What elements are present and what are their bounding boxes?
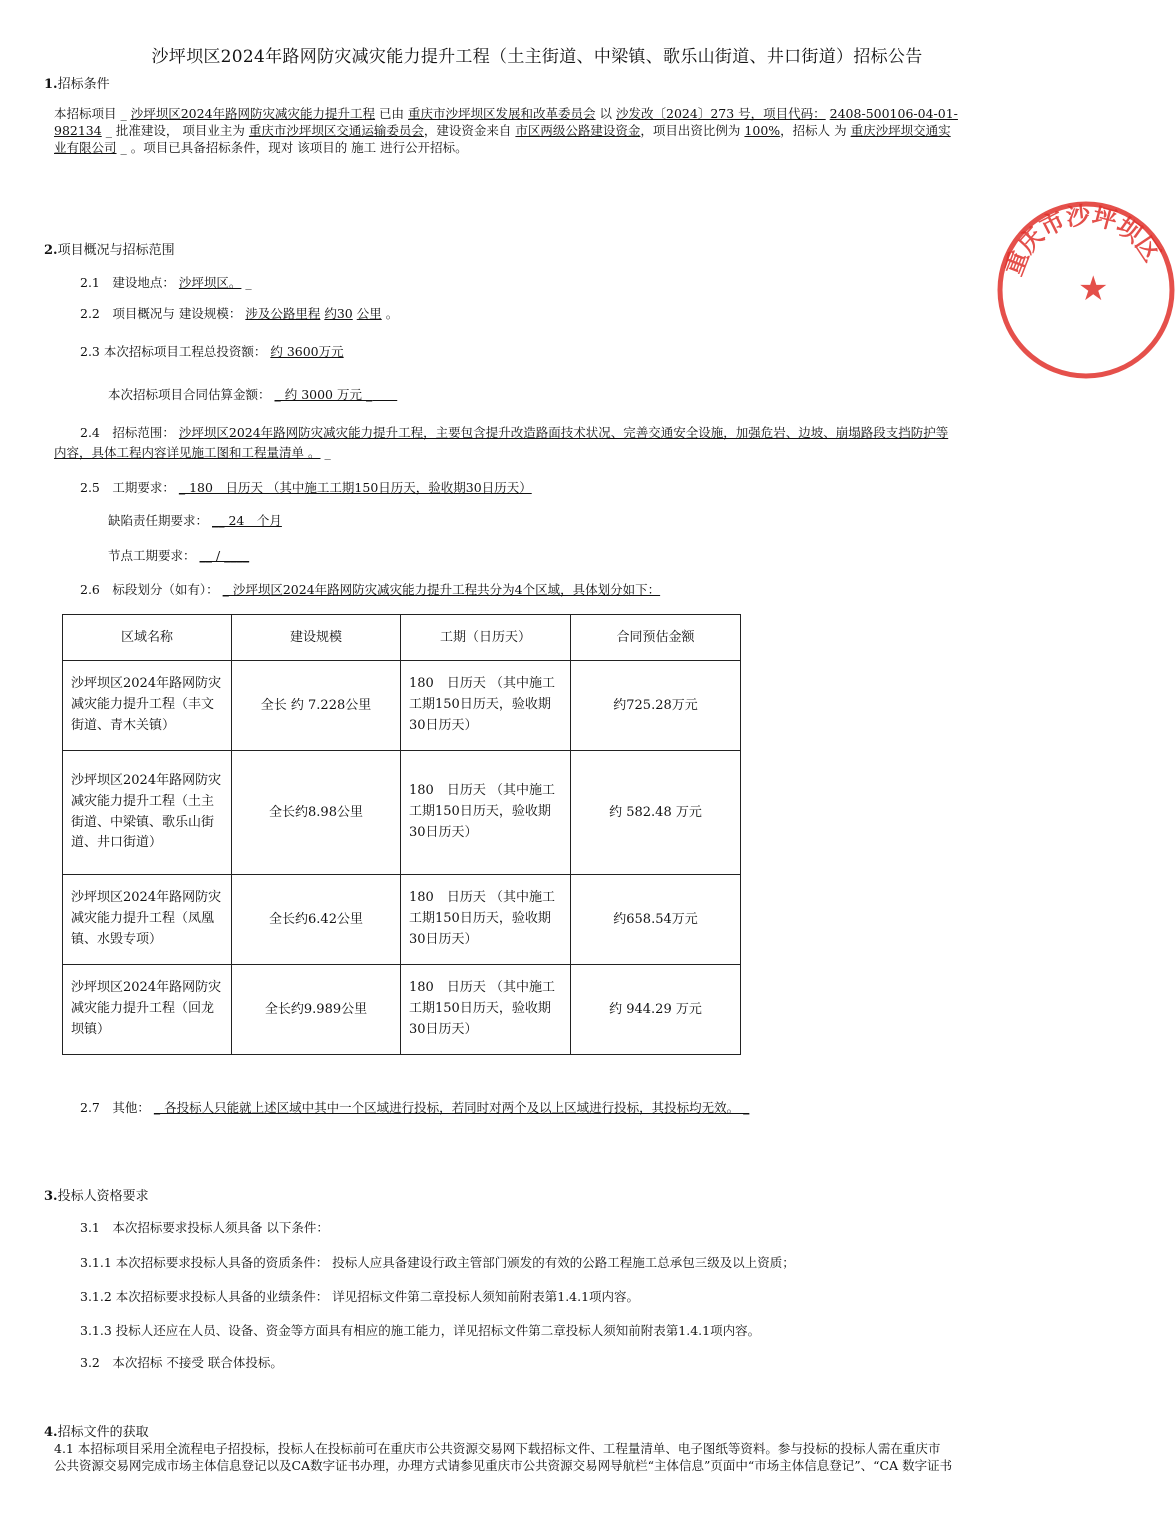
project-scale: 2.2 项目概况与 建设规模： 涉及公路里程 约30 公里 。 — [80, 306, 399, 321]
section-1-line-2: 982134 _ 批准建设， 项目业主为 重庆市沙坪坝区交通运输委员会，建设资金来自 市区两级公路建设资金，项目出资比例为 100%，招标人 为 重庆沙坪坝交通实 — [54, 123, 951, 138]
cell-duration: 180 日历天 （其中施工工期150日历天，验收期30日历天） — [401, 965, 571, 1055]
table-header-row — [63, 615, 741, 661]
section-1-heading: 1.招标条件 — [44, 77, 110, 92]
section-1-line-1: 本招标项目 _ 沙坪坝区2024年路网防灾减灾能力提升工程 已由 重庆市沙坪坝区发展和改革委员会 以 沙发改〔2024〕273 号，项目代码： 2408-500106-04-01- — [54, 106, 958, 121]
node-duration: 节点工期要求： __ / ____ — [108, 548, 250, 563]
page-title: 沙坪坝区2024年路网防灾减灾能力提升工程（土主街道、中梁镇、歌乐山街道、井口街道）招标公告 — [151, 47, 923, 67]
total-investment: 2.3 本次招标项目工程总投资额： 约 3600万元 — [80, 344, 344, 359]
cell-area-name: 沙坪坝区2024年路网防灾减灾能力提升工程（丰文街道、青木关镇） — [63, 661, 232, 751]
construction-location: 2.1 建设地点： 沙坪坝区。 _ — [80, 275, 252, 290]
cell-area-name: 沙坪坝区2024年路网防灾减灾能力提升工程（回龙坝镇） — [63, 965, 232, 1055]
qualification-license: 3.1.1 本次招标要求投标人具备的资质条件： 投标人应具备建设行政主管部门颁发的有效的公路工程施工总承包三级及以上资质； — [80, 1255, 795, 1270]
document-acquisition-line-1: 4.1 本招标项目采用全流程电子招投标，投标人在投标前可在重庆市公共资源交易网下载招标文件、工程量清单、电子图纸等资料。参与投标的投标人需在重庆市 — [54, 1441, 941, 1456]
official-seal-stamp — [996, 200, 1176, 380]
cell-amount: 约 944.29 万元 — [571, 965, 741, 1055]
svg-text:★: ★ — [1078, 269, 1109, 309]
section-2-heading: 2.项目概况与招标范围 — [44, 243, 175, 258]
section-division: 2.6 标段划分（如有）： _ 沙坪坝区2024年路网防灾减灾能力提升工程共分为4个区域，具体划分如下： — [80, 582, 661, 597]
svg-text:重庆市沙坪坝区: 重庆市沙坪坝区 — [999, 201, 1166, 280]
cell-area-name: 沙坪坝区2024年路网防灾减灾能力提升工程（土主街道、中梁镇、歌乐山街道、井口街道） — [63, 751, 232, 875]
section-4-heading: 4.招标文件的获取 — [44, 1425, 149, 1440]
cell-amount: 约725.28万元 — [571, 661, 741, 751]
cell-scale: 全长约6.42公里 — [232, 875, 401, 965]
table-row — [63, 965, 741, 1055]
defect-liability-period: 缺陷责任期要求： __ 24 个月 — [108, 513, 282, 528]
col-header-area-name: 区域名称 — [63, 615, 232, 661]
bidding-scope: 2.4 招标范围： 沙坪坝区2024年路网防灾减灾能力提升工程，主要包含提升改造路面技术状况、完善交通安全设施，加强危岩、边坡、崩塌路段支挡防护等 — [80, 425, 949, 440]
bidding-scope-cont: 内容，具体工程内容详见施工图和工程量清单 。 _ — [54, 445, 331, 460]
cell-duration: 180 日历天 （其中施工工期150日历天，验收期30日历天） — [401, 661, 571, 751]
cell-area-name: 沙坪坝区2024年路网防灾减灾能力提升工程（凤凰镇、水毁专项） — [63, 875, 232, 965]
cell-scale: 全长约8.98公里 — [232, 751, 401, 875]
cell-scale: 全长 约 7.228公里 — [232, 661, 401, 751]
cell-duration: 180 日历天 （其中施工工期150日历天，验收期30日历天） — [401, 875, 571, 965]
col-header-duration: 工期（日历天） — [401, 615, 571, 661]
document-acquisition-line-2: 公共资源交易网完成市场主体信息登记以及CA数字证书办理，办理方式请参见重庆市公共资源交易网导航栏“主体信息”页面中“市场主体信息登记”、“CA 数字证书 — [54, 1458, 953, 1473]
table-row — [63, 875, 741, 965]
duration-requirement: 2.5 工期要求： _ 180 日历天 （其中施工工期150日历天，验收期30日历天） — [80, 480, 532, 495]
cell-scale: 全长约9.989公里 — [232, 965, 401, 1055]
table-row — [63, 661, 741, 751]
bid-sections-table — [62, 614, 741, 1055]
col-header-scale: 建设规模 — [232, 615, 401, 661]
cell-amount: 约658.54万元 — [571, 875, 741, 965]
col-header-amount: 合同预估金额 — [571, 615, 741, 661]
qualification-intro: 3.1 本次招标要求投标人须具备 以下条件： — [80, 1220, 329, 1235]
qualification-capability: 3.1.3 投标人还应在人员、设备、资金等方面具有相应的施工能力，详见招标文件第二章投标人须知前附表第1.4.1项内容。 — [80, 1323, 761, 1338]
cell-duration: 180 日历天 （其中施工工期150日历天，验收期30日历天） — [401, 751, 571, 875]
other-notes: 2.7 其他： _ 各投标人只能就上述区域中其中一个区域进行投标，若同时对两个及以上区域进行投标，其投标均无效。 _ — [80, 1100, 750, 1115]
qualification-performance: 3.1.2 本次招标要求投标人具备的业绩条件： 详见招标文件第二章投标人须知前附表第1.4.1项内容。 — [80, 1289, 640, 1304]
joint-venture-policy: 3.2 本次招标 不接受 联合体投标。 — [80, 1355, 283, 1370]
contract-estimate: 本次招标项目合同估算金额： _ 约 3000 万元 _ — [108, 387, 373, 402]
section-1-line-3: 业有限公司 _ 。项目已具备招标条件，现对 该项目的 施工 进行公开招标。 — [54, 140, 468, 155]
table-row — [63, 751, 741, 875]
cell-amount: 约 582.48 万元 — [571, 751, 741, 875]
section-3-heading: 3.投标人资格要求 — [44, 1189, 149, 1204]
